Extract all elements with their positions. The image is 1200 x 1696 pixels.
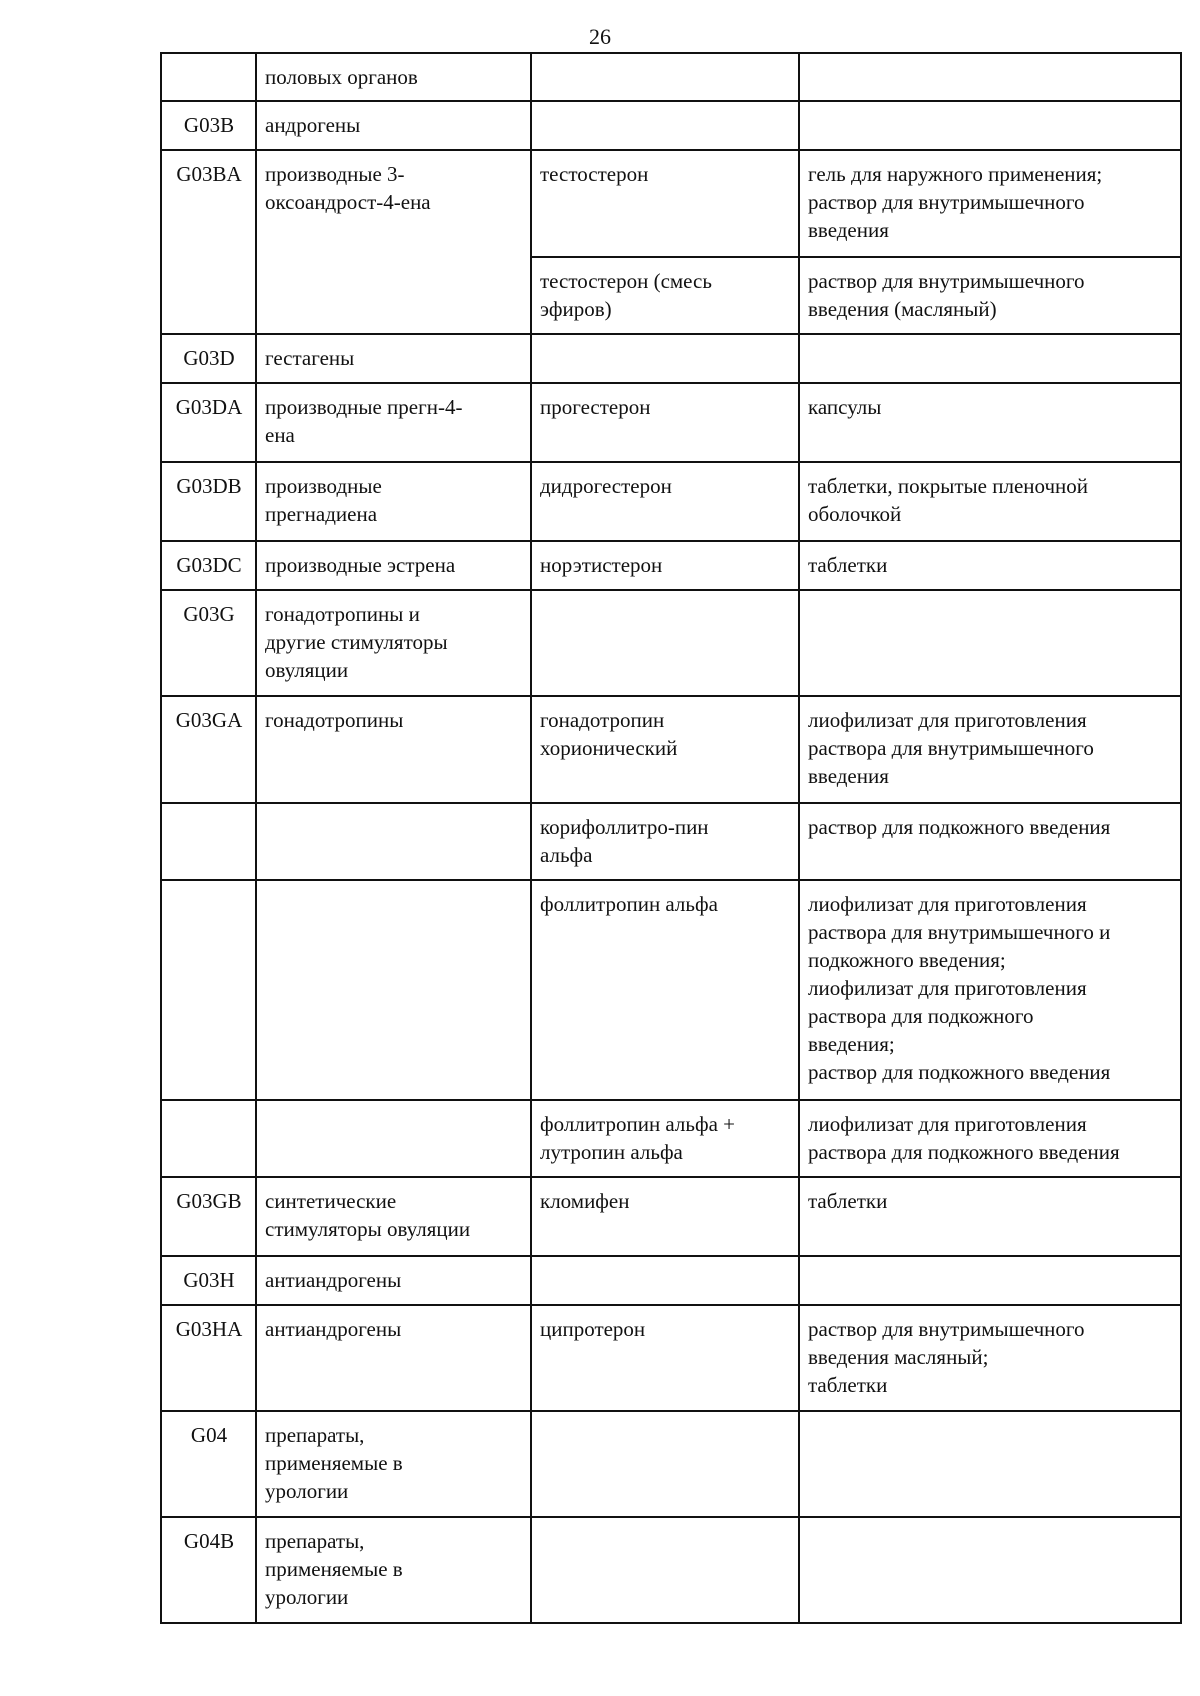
group-name [256, 1100, 531, 1177]
dosage-form [799, 1256, 1181, 1305]
drug-name [531, 1411, 799, 1517]
group-name: антиандрогены [256, 1305, 531, 1411]
dosage-form [799, 590, 1181, 696]
drug-name [531, 53, 799, 101]
table-row [161, 1305, 1181, 1411]
group-name: синтетические стимуляторы овуляции [256, 1177, 531, 1256]
drug-name: фоллитропин альфа [531, 880, 799, 1100]
group-name: антиандрогены [256, 1256, 531, 1305]
atc-code: G04B [161, 1517, 256, 1623]
dosage-form: капсулы [799, 383, 1181, 462]
atc-code: G03G [161, 590, 256, 696]
group-name: гонадотропины и другие стимуляторы овуляции [256, 590, 531, 696]
drug-name: тестостерон [531, 150, 799, 257]
drug-name [531, 1256, 799, 1305]
table-row [161, 880, 1181, 1100]
atc-code [161, 1100, 256, 1177]
atc-code: G03GB [161, 1177, 256, 1256]
atc-code: G03D [161, 334, 256, 383]
drug-name: фоллитропин альфа + лутропин альфа [531, 1100, 799, 1177]
table-row [161, 803, 1181, 880]
atc-code: G03DA [161, 383, 256, 462]
dosage-form: таблетки, покрытые пленочной оболочкой [799, 462, 1181, 541]
dosage-form [799, 53, 1181, 101]
table-row [161, 150, 1181, 257]
table-row [161, 334, 1181, 383]
table-row [161, 541, 1181, 590]
group-name [256, 803, 531, 880]
drug-name [531, 334, 799, 383]
drug-name [531, 590, 799, 696]
table-row [161, 462, 1181, 541]
dosage-form: раствор для внутримышечного введения (масляный) [799, 257, 1181, 334]
atc-code: G03GA [161, 696, 256, 803]
atc-code: G03HA [161, 1305, 256, 1411]
dosage-form [799, 334, 1181, 383]
group-name: препараты, применяемые в урологии [256, 1411, 531, 1517]
table-row [161, 1100, 1181, 1177]
atc-code: G03BA [161, 150, 256, 334]
group-name [256, 880, 531, 1100]
atc-code: G03DC [161, 541, 256, 590]
group-name: гонадотропины [256, 696, 531, 803]
group-name: андрогены [256, 101, 531, 150]
group-name: производные 3- оксоандрост-4-ена [256, 150, 531, 334]
dosage-form: раствор для внутримышечного введения масляный; таблетки [799, 1305, 1181, 1411]
drug-name: кломифен [531, 1177, 799, 1256]
table-row [161, 383, 1181, 462]
drug-name: корифоллитро-пин альфа [531, 803, 799, 880]
group-name: препараты, применяемые в урологии [256, 1517, 531, 1623]
group-name: производные эстрена [256, 541, 531, 590]
table-row [161, 1256, 1181, 1305]
drug-name: прогестерон [531, 383, 799, 462]
group-name: производные прегнадиена [256, 462, 531, 541]
dosage-form: таблетки [799, 1177, 1181, 1256]
drug-name [531, 101, 799, 150]
dosage-form: таблетки [799, 541, 1181, 590]
atc-code: G04 [161, 1411, 256, 1517]
drug-name: тестостерон (смесь эфиров) [531, 257, 799, 334]
table-row [161, 1517, 1181, 1623]
drug-name: норэтистерон [531, 541, 799, 590]
table-row [161, 1177, 1181, 1256]
atc-code: G03DB [161, 462, 256, 541]
group-name: гестагены [256, 334, 531, 383]
dosage-form: гель для наружного применения; раствор для внутримышечного введения [799, 150, 1181, 257]
drug-name [531, 1517, 799, 1623]
table-row [161, 101, 1181, 150]
dosage-form [799, 1517, 1181, 1623]
group-name: производные прегн-4- ена [256, 383, 531, 462]
atc-code [161, 53, 256, 101]
atc-code: G03H [161, 1256, 256, 1305]
table-row [161, 696, 1181, 803]
drug-name: дидрогестерон [531, 462, 799, 541]
atc-code [161, 880, 256, 1100]
dosage-form [799, 1411, 1181, 1517]
page-number: 26 [589, 24, 611, 49]
group-name: половых органов [256, 53, 531, 101]
atc-code [161, 803, 256, 880]
atc-code: G03B [161, 101, 256, 150]
dosage-form [799, 101, 1181, 150]
table-row [161, 590, 1181, 696]
drug-list-table [160, 52, 1182, 1624]
dosage-form: лиофилизат для приготовления раствора для внутримышечного и подкожного введения; лиофилизат для приготовления раствора для подкожного введения; раствор для подкожного введения [799, 880, 1181, 1100]
drug-name: ципротерон [531, 1305, 799, 1411]
table-row [161, 53, 1181, 101]
dosage-form: лиофилизат для приготовления раствора для подкожного введения [799, 1100, 1181, 1177]
table-row [161, 1411, 1181, 1517]
dosage-form: лиофилизат для приготовления раствора для внутримышечного введения [799, 696, 1181, 803]
drug-name: гонадотропин хорионический [531, 696, 799, 803]
dosage-form: раствор для подкожного введения [799, 803, 1181, 880]
